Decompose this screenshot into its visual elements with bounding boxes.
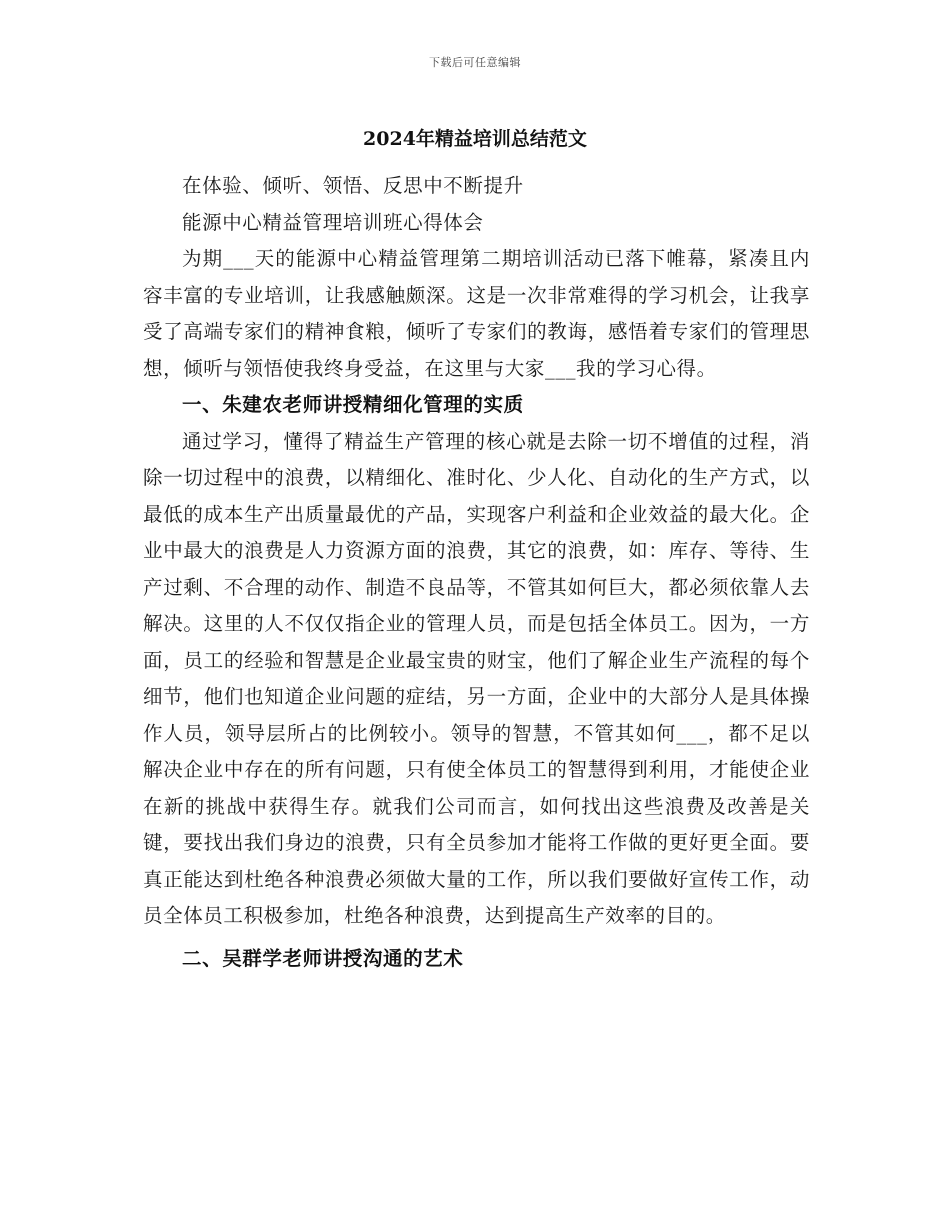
intro-paragraph: 为期___天的能源中心精益管理第二期培训活动已落下帷幕，紧凑且内容丰富的专业培训，让我感触颇深。这是一次非常难得的学习机会，让我享受了高端专家们的精神食粮，倾听了专家们的教诲，感悟着专家们的管理思想，倾听与领悟使我终身受益，在这里与大家___我的学习心得。 bbox=[143, 247, 810, 380]
document-body bbox=[143, 168, 810, 977]
page-header-note: 下载后可任意编辑 bbox=[429, 56, 521, 69]
section-2-heading: 二、吴群学老师讲授沟通的艺术 bbox=[182, 946, 464, 970]
document-title: 2024年精益培训总结范文 bbox=[363, 128, 587, 150]
subtitle-1: 在体验、倾听、领悟、反思中不断提升 bbox=[182, 174, 524, 197]
section-1-body: 通过学习，懂得了精益生产管理的核心就是去除一切不增值的过程，消除一切过程中的浪费，以精细化、准时化、少人化、自动化的生产方式，以最低的成本生产出质量最优的产品，实现客户利益和企业效益的最大化。企业中最大的浪费是人力资源方面的浪费，其它的浪费，如：库存、等待、生产过剩、不合理的动作、制造不良品等，不管其如何巨大，都必须依靠人去解决。这里的人不仅仅指企业的管理人员，而是包括全体员工。因为，一方面，员工的经验和智慧是企业最宝贵的财宝，他们了解企业生产流程的每个细节，他们也知道企业问题的症结，另一方面，企业中的大部分人是具体操作人员，领导层所占的比例较小。领导的智慧，不管其如何___，都不足以解决企业中存在的所有问题，只有使全体员工的智慧得到利用，才能使企业在新的挑战中获得生存。就我们公司而言，如何找出这些浪费及改善是关键，要找出我们身边的浪费，只有全员参加才能将工作做的更好更全面。要真正能达到杜绝各种浪费必须做大量的工作，所以我们要做好宣传工作，动员全体员工积极参加，杜绝各种浪费，达到提高生产效率的目的。 bbox=[143, 429, 810, 927]
section-1-heading: 一、朱建农老师讲授精细化管理的实质 bbox=[182, 393, 524, 416]
subtitle-2: 能源中心精益管理培训班心得体会 bbox=[182, 210, 484, 234]
